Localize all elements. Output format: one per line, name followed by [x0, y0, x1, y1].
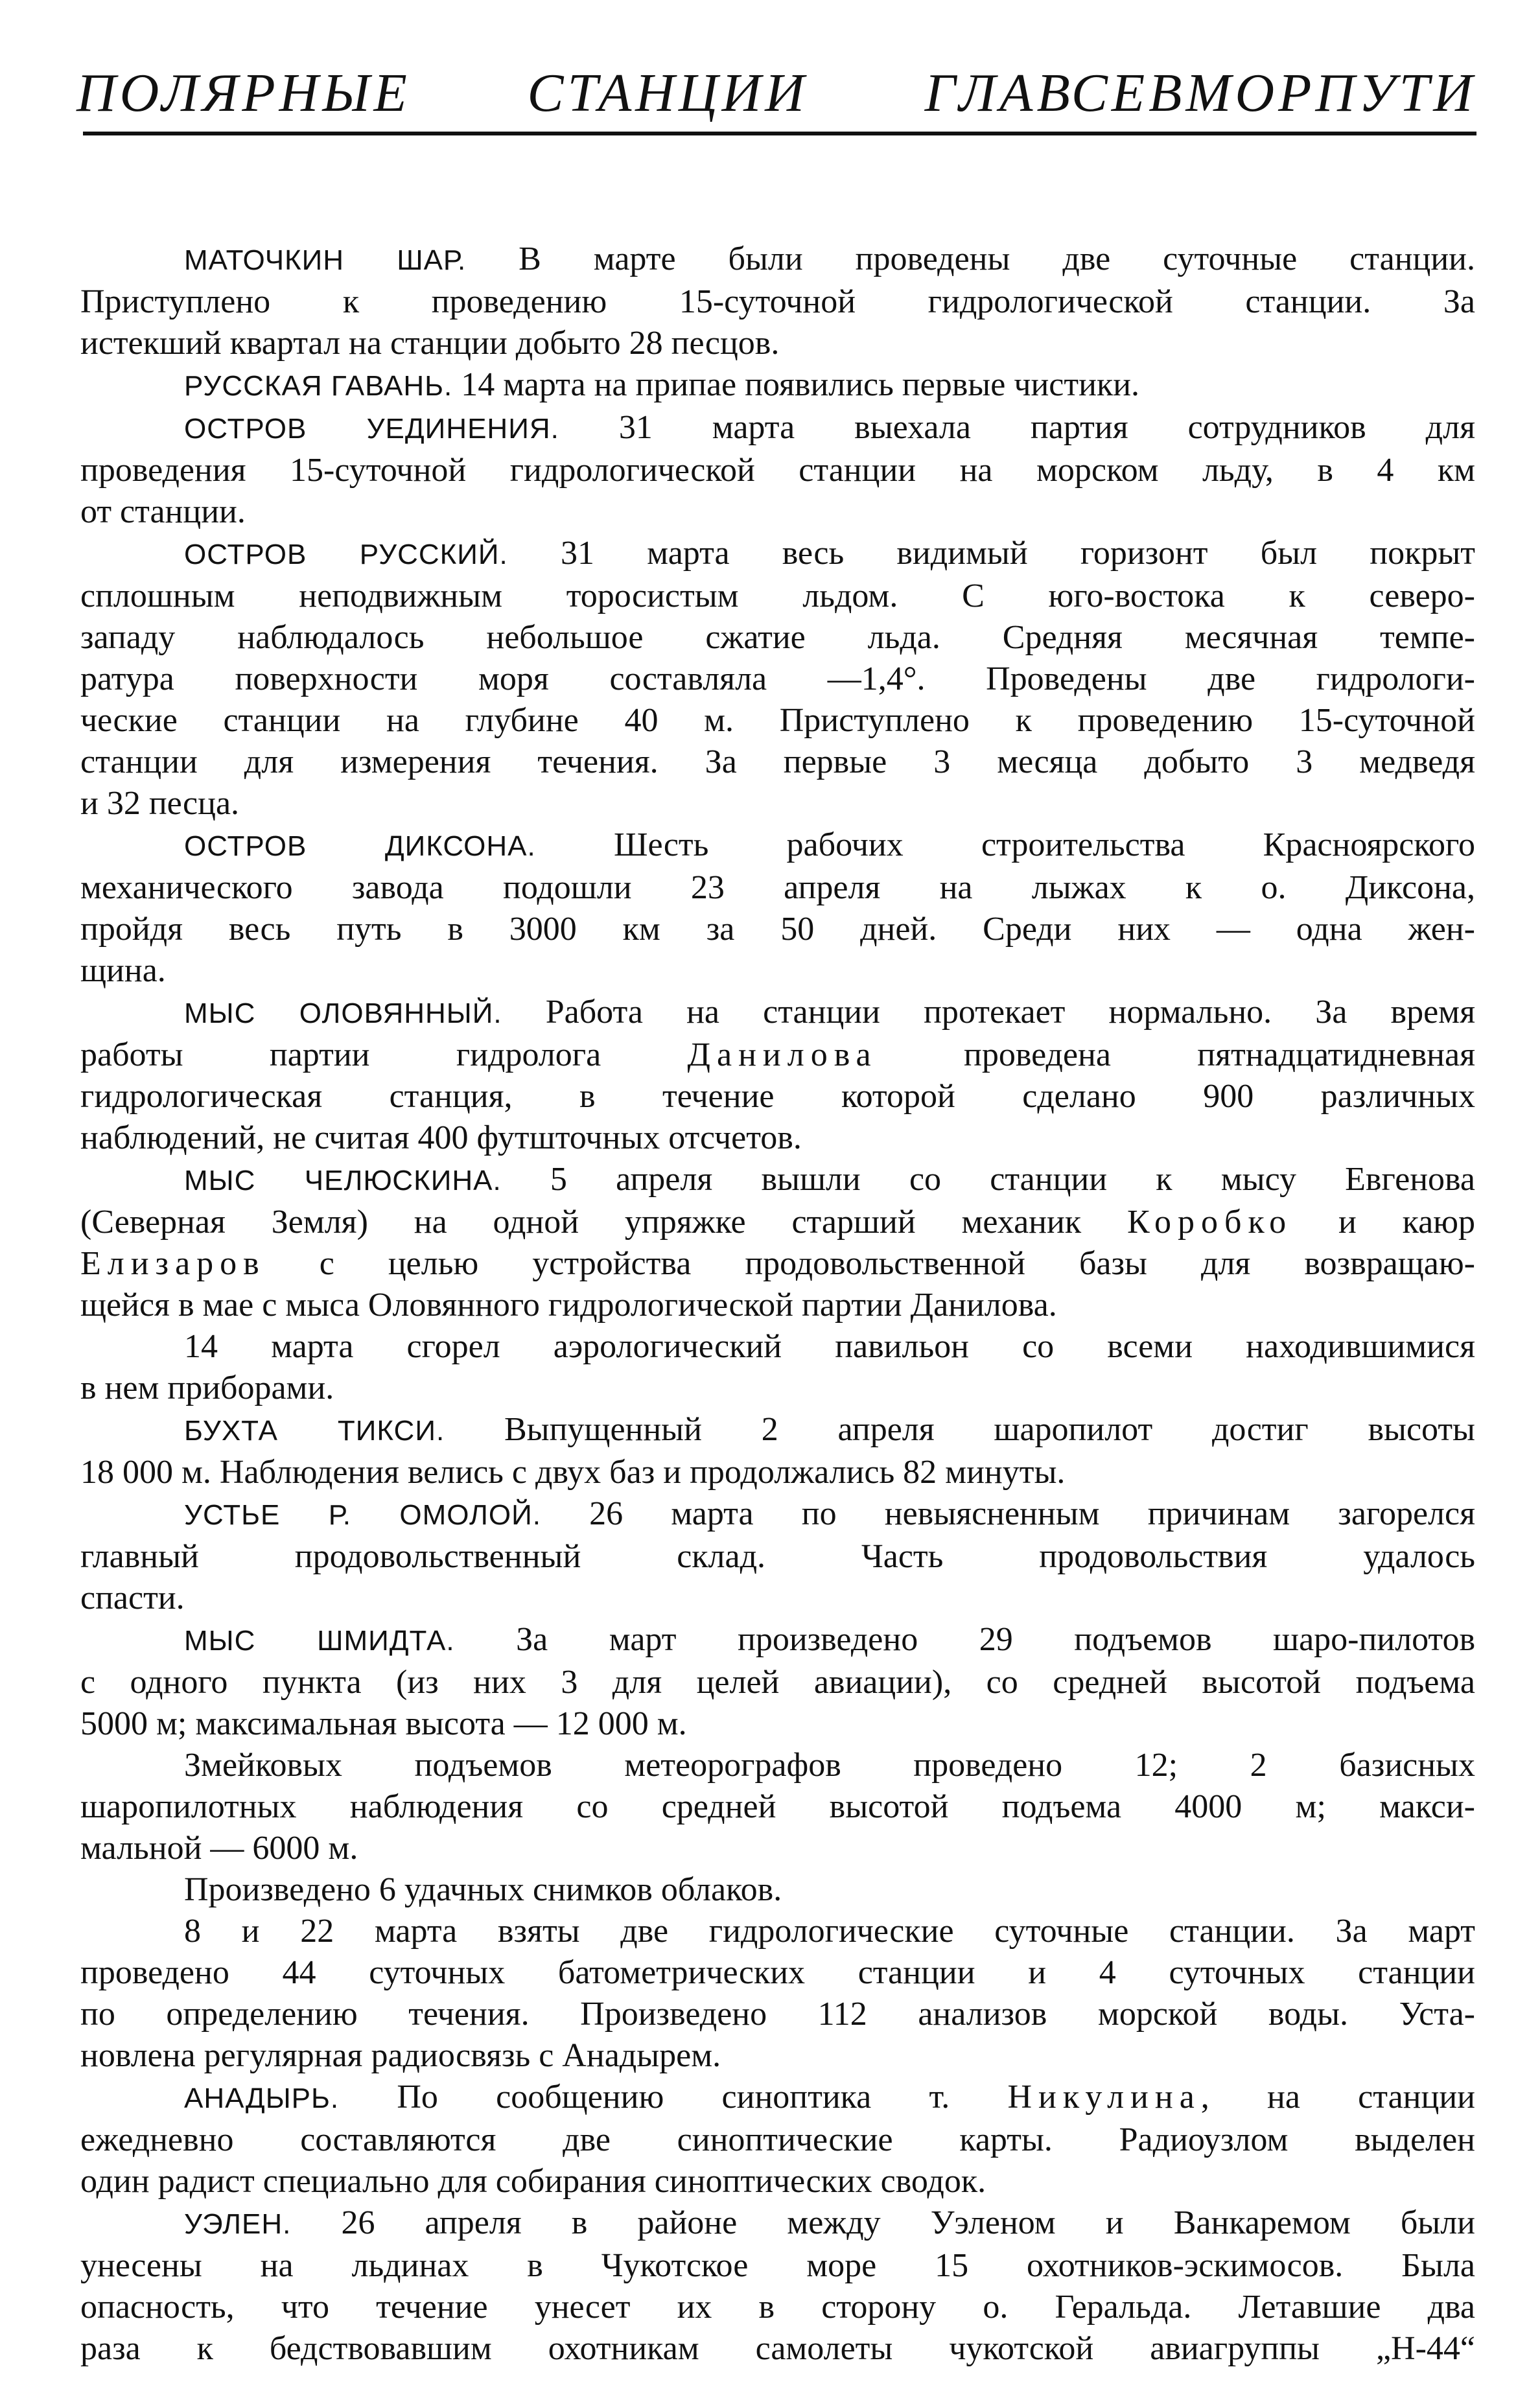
- paragraph: [80, 2202, 1475, 2370]
- text-segment: , на станции: [1200, 2079, 1475, 2116]
- text-line: [80, 1368, 1475, 1409]
- text-segment: пройдя весь путь в 3000 км за 50 дней. Среди них — одна жен-: [80, 911, 1475, 948]
- text-segment: щейся в мае с мыса Оловянного гидрологической партии Данилова.: [80, 1287, 1057, 1323]
- text-line: [80, 1911, 1475, 1952]
- text-line: [80, 2035, 1475, 2077]
- station-name: МАТОЧКИН ШАР.: [184, 244, 467, 276]
- text-segment: наблюдений, не считая 400 футшточных отсчетов.: [80, 1119, 802, 1156]
- paragraph: [80, 407, 1475, 533]
- text-line: [80, 1326, 1475, 1368]
- text-segment: 26 апреля в районе между Уэленом и Ванкаремом были: [291, 2204, 1475, 2241]
- text-line: [80, 741, 1475, 783]
- text-line: [80, 700, 1475, 741]
- paragraph: [80, 992, 1475, 1159]
- paragraph: [80, 1326, 1475, 1409]
- paragraph: [80, 2077, 1475, 2202]
- text-line: [80, 1952, 1475, 1994]
- text-line: [80, 1578, 1475, 1619]
- text-line: [80, 491, 1475, 533]
- paragraph: [80, 1493, 1475, 1619]
- page-title: ПОЛЯРНЫЕ СТАНЦИИ ГЛАВСЕВМОРПУТИ: [76, 63, 1476, 123]
- text-segment: западу наблюдалось небольшое сжатие льда. Средняя месячная темпе-: [80, 619, 1475, 656]
- station-name: БУХТА ТИКСИ.: [184, 1415, 445, 1447]
- paragraph: [80, 239, 1475, 364]
- text-line: [80, 1493, 1475, 1536]
- text-segment: 31 марта выехала партия сотрудников для: [559, 409, 1475, 446]
- station-name: ОСТРОВ ДИКСОНА.: [184, 830, 536, 862]
- text-line: [80, 824, 1475, 867]
- text-line: [80, 1117, 1475, 1159]
- station-name: МЫС ЧЕЛЮСКИНА.: [184, 1165, 502, 1196]
- text-line: [80, 867, 1475, 909]
- text-line: [80, 1662, 1475, 1703]
- text-line: [80, 1034, 1475, 1076]
- text-line: [80, 450, 1475, 491]
- text-line: [80, 1202, 1475, 1243]
- text-line: [80, 281, 1475, 323]
- text-line: [80, 1745, 1475, 1786]
- text-segment: По сообщению синоптика т.: [339, 2079, 1008, 2116]
- station-name: МЫС ОЛОВЯННЫЙ.: [184, 997, 502, 1029]
- text-line: [80, 909, 1475, 950]
- text-segment: 26 марта по невыясненным причинам загорелся: [541, 1495, 1475, 1532]
- text-line: [80, 2077, 1475, 2119]
- text-segment: За март произведено 29 подъемов шаро-пилотов: [454, 1621, 1475, 1658]
- text-line: [80, 783, 1475, 824]
- text-line: [80, 1076, 1475, 1117]
- paragraph: [80, 364, 1475, 407]
- paragraph: [80, 1745, 1475, 1869]
- text-line: [80, 2287, 1475, 2328]
- text-segment: Работа на станции протекает нормально. За время: [502, 994, 1476, 1031]
- text-line: [80, 659, 1475, 700]
- text-segment: работы партии гидролога: [80, 1036, 688, 1073]
- text-line: [80, 1536, 1475, 1578]
- text-segment: проведено 44 суточных батометрических станции и 4 суточных станции: [80, 1954, 1475, 1991]
- text-line: [80, 1703, 1475, 1745]
- text-segment: 5000 м; максимальная высота — 12 000 м.: [80, 1705, 687, 1742]
- text-line: [80, 992, 1475, 1034]
- station-name: УЭЛЕН.: [184, 2208, 292, 2240]
- text-segment: сплошным неподвижным торосистым льдом. С юго-востока к северо-: [80, 577, 1475, 614]
- person-name: Никулина: [1007, 2079, 1201, 2116]
- paragraph: [80, 824, 1475, 992]
- text-segment: от станции.: [80, 493, 246, 530]
- text-segment: шаропилотных наблюдения со средней высотой подъема 4000 м; макси-: [80, 1788, 1475, 1825]
- text-line: [80, 1285, 1475, 1326]
- text-segment: и каюр: [1292, 1204, 1476, 1241]
- text-segment: новлена регулярная радиосвязь с Анадырем.: [80, 2037, 721, 2074]
- text-line: [80, 239, 1475, 281]
- text-line: [80, 1159, 1475, 1202]
- text-segment: Шесть рабочих строительства Красноярского: [535, 826, 1475, 863]
- text-segment: ческие станции на глубине 40 м. Приступлено к проведению 15-суточной: [80, 702, 1475, 739]
- text-segment: механического завода подошли 23 апреля на лыжах к о. Диксона,: [80, 869, 1475, 906]
- text-segment: опасность, что течение унесет их в сторону о. Геральда. Летавшие два: [80, 2289, 1475, 2326]
- text-line: [80, 2245, 1475, 2287]
- text-segment: гидрологическая станция, в течение которой сделано 900 различных: [80, 1078, 1475, 1115]
- text-segment: щина.: [80, 952, 166, 989]
- station-name: ОСТРОВ РУССКИЙ.: [184, 539, 508, 570]
- text-segment: проведена пятнадцатидневная: [877, 1036, 1475, 1073]
- title-rule: [83, 132, 1476, 135]
- text-line: [80, 2202, 1475, 2245]
- text-segment: мальной — 6000 м.: [80, 1830, 358, 1867]
- text-line: [80, 1452, 1475, 1493]
- paragraph: [80, 1409, 1475, 1493]
- text-segment: 14 марта сгорел аэрологический павильон со всеми находившимися: [184, 1328, 1475, 1365]
- paragraph: [80, 1911, 1475, 2077]
- person-name: Елизаров: [80, 1245, 266, 1282]
- text-line: [80, 617, 1475, 659]
- station-name: АНАДЫРЬ.: [184, 2082, 340, 2114]
- text-segment: В марте были проведены две суточные станции.: [466, 240, 1475, 277]
- text-segment: Змейковых подъемов метеорографов проведено 12; 2 базисных: [184, 1747, 1475, 1784]
- text-segment: спасти.: [80, 1580, 185, 1616]
- text-segment: главный продовольственный склад. Часть продовольствия удалось: [80, 1538, 1475, 1575]
- text-segment: один радист специально для собирания синоптических сводок.: [80, 2163, 986, 2200]
- text-segment: проведения 15-суточной гидрологической станции на морском льду, в 4 км: [80, 452, 1475, 489]
- paragraph: [80, 1159, 1475, 1326]
- text-segment: 14 марта на припае появились первые чистики.: [452, 366, 1140, 403]
- paragraph: [80, 1619, 1475, 1745]
- text-segment: Приступлено к проведению 15-суточной гидрологической станции. За: [80, 283, 1475, 320]
- text-segment: раза к бедствовавшим охотникам самолеты чукотской авиагруппы „Н-44“: [80, 2330, 1475, 2367]
- station-name: РУССКАЯ ГАВАНЬ.: [184, 370, 453, 402]
- text-line: [80, 364, 1475, 407]
- station-name: МЫС ШМИДТА.: [184, 1625, 455, 1657]
- text-line: [80, 2119, 1475, 2161]
- text-line: [80, 1828, 1475, 1869]
- person-name: Коробко: [1126, 1204, 1293, 1241]
- article-body: [80, 239, 1475, 2370]
- text-segment: с одного пункта (из них 3 для целей авиации), со средней высотой подъема: [80, 1664, 1475, 1701]
- text-line: [80, 407, 1475, 450]
- text-segment: ежедневно составляются две синоптические карты. Радиоузлом выделен: [80, 2121, 1475, 2158]
- text-line: [80, 323, 1475, 364]
- station-name: ОСТРОВ УЕДИНЕНИЯ.: [184, 413, 559, 445]
- text-line: [80, 533, 1475, 576]
- text-line: [80, 950, 1475, 992]
- text-segment: истекший квартал на станции добыто 28 песцов.: [80, 325, 780, 362]
- text-segment: в нем приборами.: [80, 1370, 334, 1406]
- paragraph: [80, 533, 1475, 824]
- text-line: [80, 1243, 1475, 1285]
- text-line: [80, 1869, 1475, 1911]
- text-line: [80, 2161, 1475, 2202]
- text-segment: Выпущенный 2 апреля шаропилот достиг высоты: [445, 1411, 1475, 1448]
- text-line: [80, 1786, 1475, 1828]
- text-line: [80, 1994, 1475, 2035]
- text-segment: 18 000 м. Наблюдения велись с двух баз и продолжались 82 минуты.: [80, 1454, 1066, 1491]
- text-segment: станции для измерения течения. За первые 3 месяца добыто 3 медведя: [80, 743, 1475, 780]
- person-name: Данилова: [687, 1036, 878, 1073]
- text-segment: 5 апреля вышли со станции к мысу Евгенова: [501, 1161, 1475, 1198]
- text-line: [80, 2328, 1475, 2370]
- text-segment: 31 марта весь видимый горизонт был покрыт: [508, 535, 1475, 572]
- text-segment: 8 и 22 марта взяты две гидрологические суточные станции. За март: [184, 1913, 1475, 1950]
- text-segment: по определению течения. Произведено 112 анализов морской воды. Уста-: [80, 1996, 1475, 2033]
- text-segment: с целью устройства продовольственной базы для возвращаю-: [265, 1245, 1475, 1282]
- text-segment: ратура поверхности моря составляла —1,4°. Проведены две гидрологи-: [80, 660, 1475, 697]
- text-segment: и 32 песца.: [80, 785, 240, 822]
- text-line: [80, 1409, 1475, 1452]
- text-segment: (Северная Земля) на одной упряжке старший механик: [80, 1204, 1127, 1241]
- text-line: [80, 576, 1475, 617]
- text-segment: Произведено 6 удачных снимков облаков.: [184, 1871, 782, 1908]
- text-segment: унесены на льдинах в Чукотское море 15 охотников-эскимосов. Была: [80, 2247, 1475, 2284]
- paragraph: [80, 1869, 1475, 1911]
- text-line: [80, 1619, 1475, 1662]
- station-name: УСТЬЕ Р. ОМОЛОЙ.: [184, 1499, 541, 1531]
